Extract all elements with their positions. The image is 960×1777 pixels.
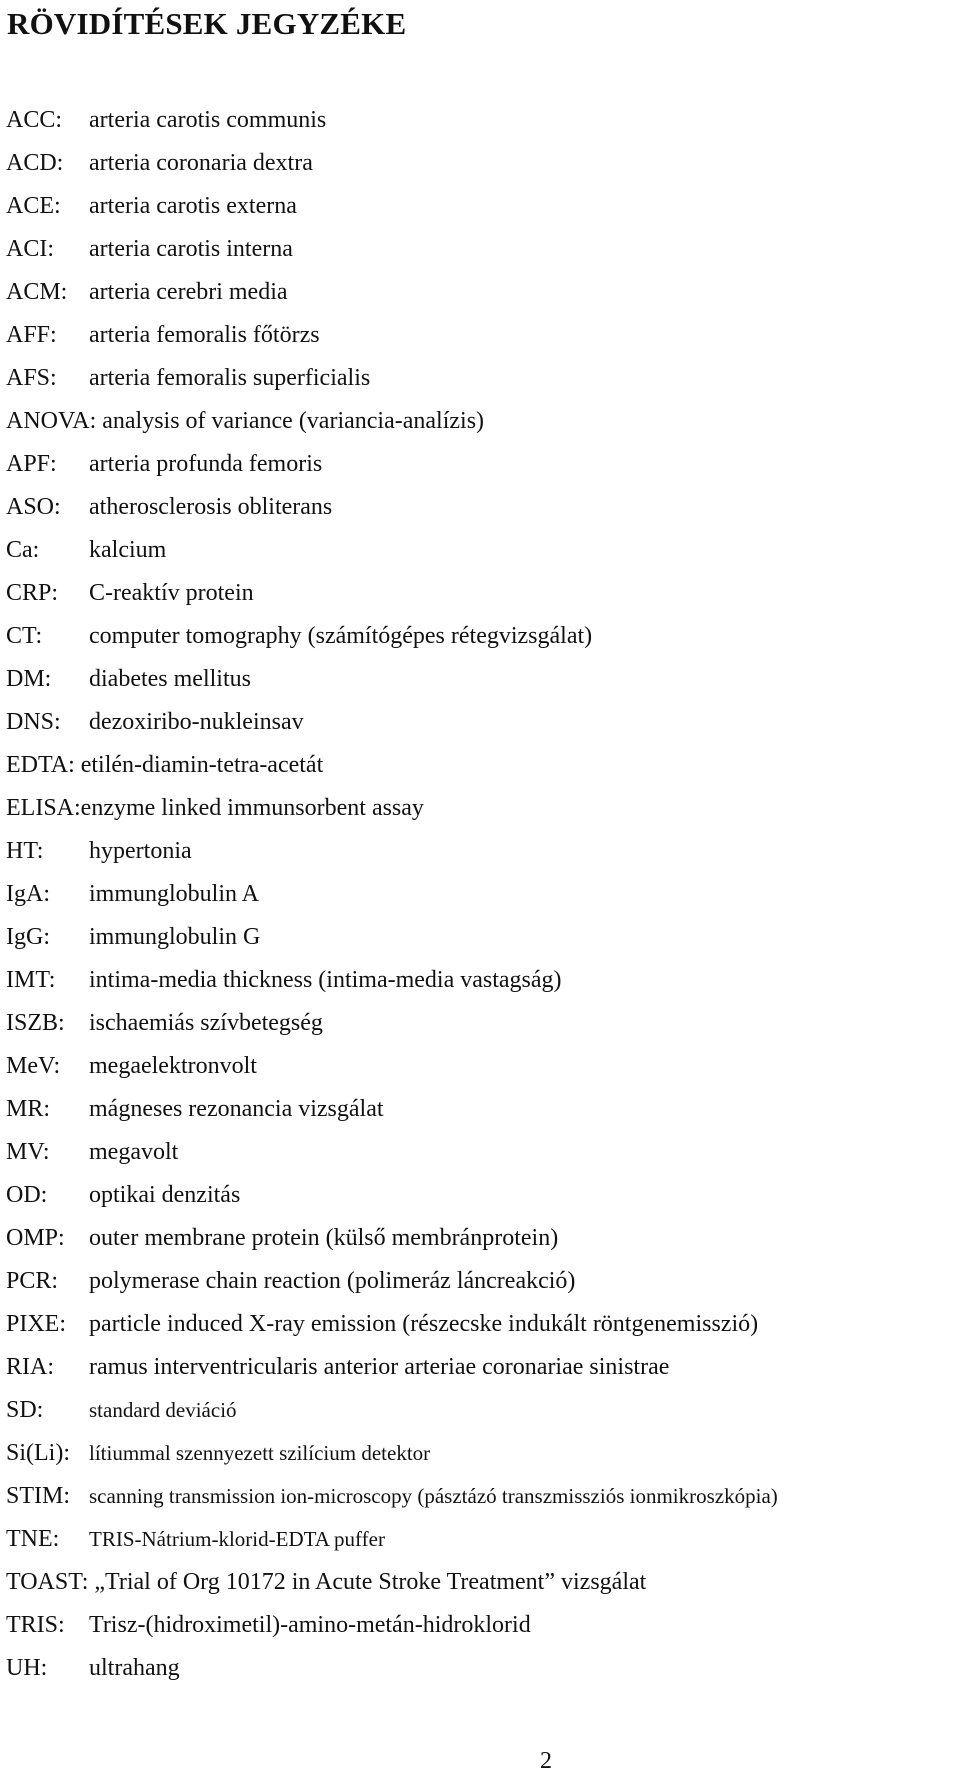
abbreviation-definition: arteria cerebri media (89, 279, 288, 305)
page-title: RÖVIDÍTÉSEK JEGYZÉKE (7, 6, 407, 41)
abbreviation-definition: arteria carotis communis (89, 107, 327, 133)
abbreviation-term: RIA: (6, 1354, 54, 1380)
list-item (6, 830, 646, 873)
list-item (6, 658, 646, 701)
abbreviation-term: TNE: (6, 1526, 60, 1552)
abbreviation-definition: mágneses rezonancia vizsgálat (89, 1096, 384, 1122)
list-item (6, 142, 646, 185)
abbreviation-definition: arteria coronaria dextra (89, 150, 313, 176)
list-item (6, 1518, 646, 1561)
abbreviation-definition: ramus interventricularis anterior arteriae coronariae sinistrae (89, 1354, 670, 1380)
abbreviation-term: TRIS: (6, 1612, 65, 1638)
abbreviation-term: APF: (6, 451, 57, 477)
abbreviation-definition: atherosclerosis obliterans (89, 494, 333, 520)
abbreviation-definition: ischaemiás szívbetegség (89, 1010, 323, 1036)
list-item (6, 1389, 646, 1432)
abbreviation-definition: particle induced X-ray emission (részecske indukált röntgenemisszió) (89, 1311, 759, 1337)
list-item (6, 1045, 646, 1088)
abbreviation-term: Ca: (6, 537, 40, 563)
list-item (6, 701, 646, 744)
abbreviation-term: ACC: (6, 107, 63, 133)
list-item (6, 314, 646, 357)
abbreviation-term: AFS: (6, 365, 57, 391)
abbreviation-term: ACM: (6, 279, 68, 305)
list-item (6, 959, 646, 1002)
abbreviation-term: MR: (6, 1096, 51, 1122)
list-item (6, 1432, 646, 1475)
abbreviation-term: SD: (6, 1397, 44, 1423)
abbreviation-definition: diabetes mellitus (89, 666, 251, 692)
list-item (6, 916, 646, 959)
list-item (6, 572, 646, 615)
list-item (6, 185, 646, 228)
abbreviation-definition: computer tomography (számítógépes rétegvizsgálat) (89, 623, 593, 649)
abbreviation-definition: lítiummal szennyezett szilícium detektor (89, 1441, 431, 1465)
abbreviation-definition: kalcium (89, 537, 167, 563)
abbreviation-term: ELISA: (6, 795, 81, 821)
abbreviation-definition: C-reaktív protein (89, 580, 254, 606)
abbreviation-definition: scanning transmission ion-microscopy (pásztázó transzmissziós ionmikroszkópia) (89, 1484, 778, 1508)
list-item (6, 1346, 670, 1389)
list-item (6, 787, 646, 830)
abbreviation-term: ANOVA: (6, 408, 97, 434)
abbreviation-definition: polymerase chain reaction (polimeráz láncreakció) (89, 1268, 576, 1294)
abbreviation-definition: arteria carotis interna (89, 236, 293, 262)
list-item (6, 271, 646, 314)
abbreviation-definition: arteria profunda femoris (89, 451, 323, 477)
list-item (6, 357, 646, 400)
list-item (6, 1131, 646, 1174)
abbreviation-definition: arteria femoralis superficialis (89, 365, 371, 391)
list-item (6, 486, 646, 529)
abbreviation-list (6, 99, 778, 1690)
abbreviation-term: STIM: (6, 1483, 71, 1509)
list-item (6, 1002, 646, 1045)
abbreviation-term: OD: (6, 1182, 48, 1208)
abbreviation-term: CRP: (6, 580, 59, 606)
abbreviation-term: OMP: (6, 1225, 65, 1251)
abbreviation-term: EDTA: (6, 752, 75, 778)
abbreviation-definition: enzyme linked immunsorbent assay (80, 795, 424, 821)
list-item (6, 1174, 646, 1217)
abbreviation-definition: immunglobulin A (89, 881, 260, 907)
abbreviation-definition: intima-media thickness (intima-media vastagság) (89, 967, 562, 993)
abbreviation-term: PIXE: (6, 1311, 66, 1337)
abbreviation-term: Si(Li): (6, 1440, 70, 1466)
abbreviation-definition: „Trial of Org 10172 in Acute Stroke Treatment” vizsgálat (94, 1569, 647, 1595)
abbreviation-definition: analysis of variance (variancia-analízis) (102, 408, 485, 434)
abbreviation-definition: standard deviáció (89, 1398, 237, 1422)
abbreviation-term: MV: (6, 1139, 50, 1165)
abbreviation-term: AFF: (6, 322, 57, 348)
abbreviation-definition: Trisz-(hidroximetil)-amino-metán-hidroklorid (89, 1612, 531, 1638)
list-item (6, 744, 646, 787)
abbreviation-definition: etilén-diamin-tetra-acetát (80, 752, 324, 778)
abbreviation-definition: ultrahang (89, 1655, 180, 1681)
abbreviation-definition: megaelektronvolt (89, 1053, 257, 1079)
list-item (6, 443, 646, 486)
abbreviation-term: DNS: (6, 709, 61, 735)
abbreviation-term: DM: (6, 666, 52, 692)
abbreviation-definition: TRIS-Nátrium-klorid-EDTA puffer (89, 1527, 385, 1551)
abbreviation-definition: dezoxiribo-nukleinsav (89, 709, 304, 735)
abbreviation-term: ISZB: (6, 1010, 65, 1036)
abbreviation-term: ASO: (6, 494, 61, 520)
abbreviation-term: IgA: (6, 881, 50, 907)
list-item (6, 529, 646, 572)
abbreviation-term: ACE: (6, 193, 61, 219)
abbreviation-term: UH: (6, 1655, 48, 1681)
abbreviation-definition: immunglobulin G (89, 924, 261, 950)
abbreviation-definition: megavolt (89, 1139, 179, 1165)
list-item (6, 1303, 759, 1346)
list-item (6, 1088, 646, 1131)
abbreviation-definition: optikai denzitás (89, 1182, 241, 1208)
abbreviation-definition: hypertonia (89, 838, 192, 864)
list-item (6, 228, 646, 271)
list-item (6, 1217, 646, 1260)
page-number: 2 (540, 1748, 552, 1774)
list-item (6, 99, 646, 142)
abbreviation-term: MeV: (6, 1053, 61, 1079)
abbreviation-definition: outer membrane protein (külső membránprotein) (89, 1225, 559, 1251)
list-item (6, 1647, 646, 1690)
list-item (6, 1475, 778, 1518)
abbreviation-definition: arteria carotis externa (89, 193, 297, 219)
abbreviation-term: IMT: (6, 967, 56, 993)
list-item (6, 873, 646, 916)
abbreviation-term: PCR: (6, 1268, 59, 1294)
abbreviation-term: CT: (6, 623, 43, 649)
abbreviation-term: TOAST: (6, 1569, 89, 1595)
abbreviation-term: HT: (6, 838, 44, 864)
list-item (6, 615, 646, 658)
list-item (6, 400, 646, 443)
list-item (6, 1604, 646, 1647)
abbreviation-term: IgG: (6, 924, 50, 950)
abbreviation-definition: arteria femoralis főtörzs (89, 322, 320, 348)
abbreviation-term: ACD: (6, 150, 64, 176)
list-item (6, 1561, 646, 1604)
list-item (6, 1260, 646, 1303)
abbreviation-term: ACI: (6, 236, 54, 262)
